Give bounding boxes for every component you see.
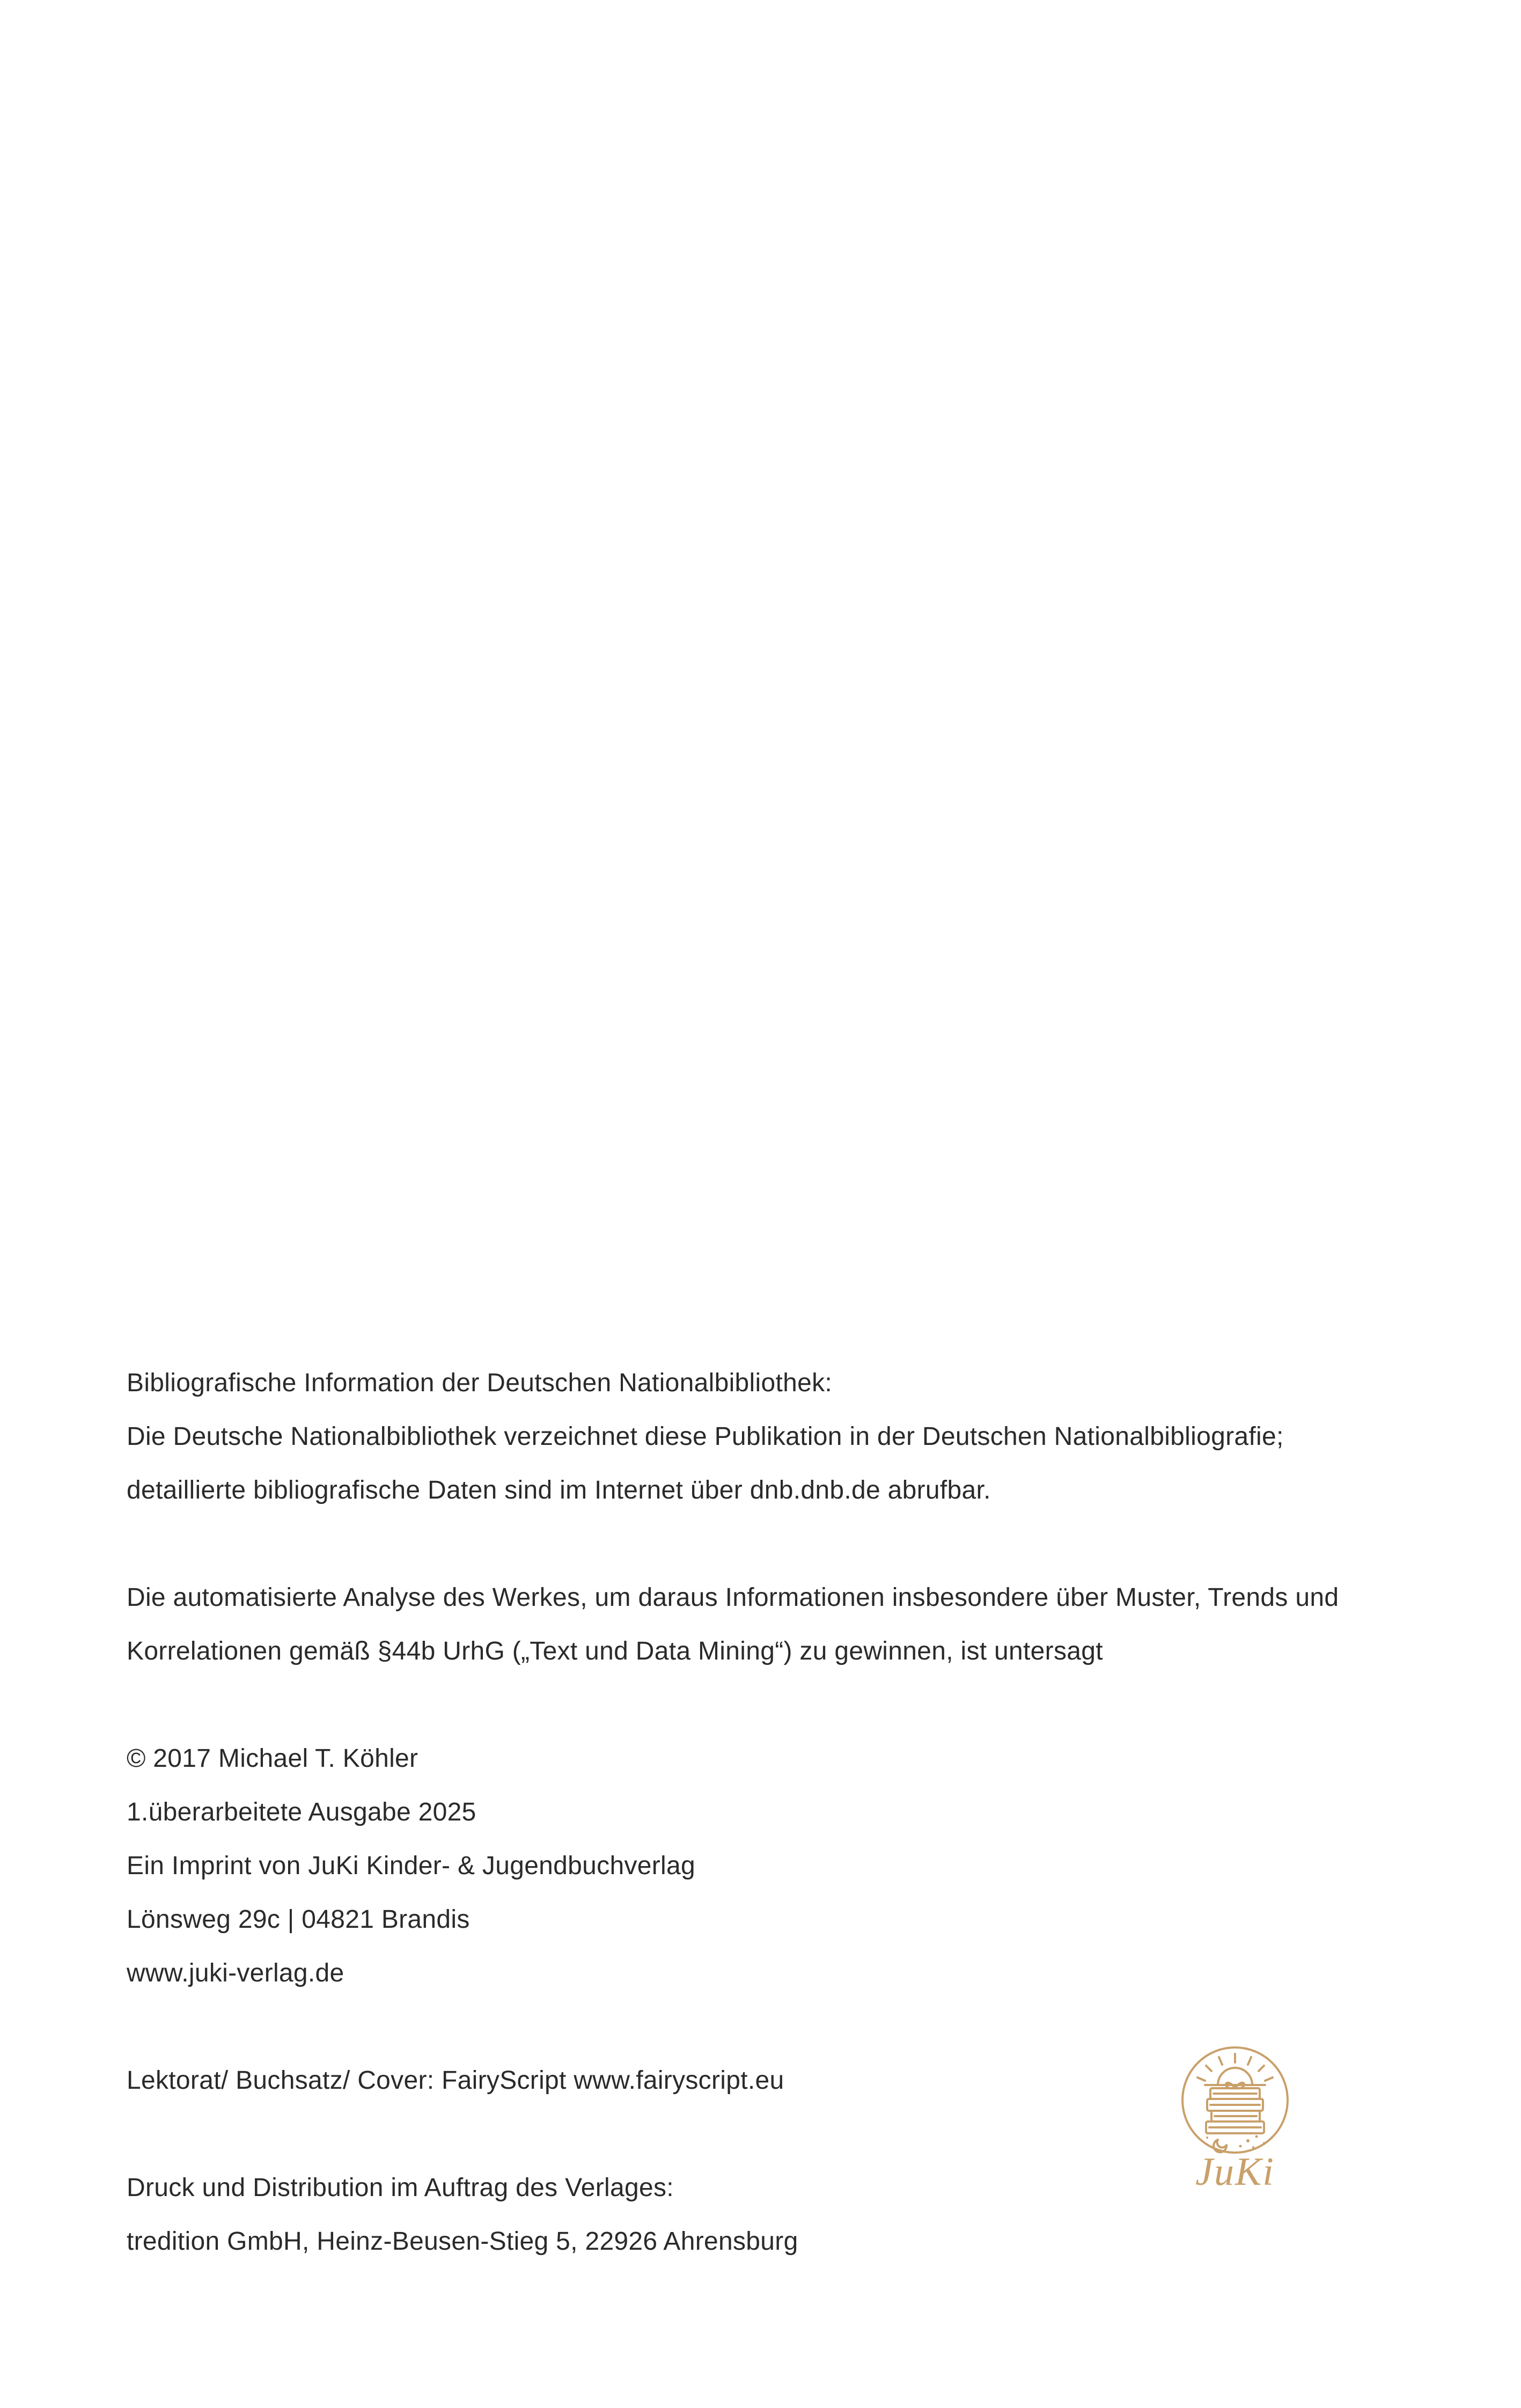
- imprint-line: Ein Imprint von JuKi Kinder- & Jugendbuchverlag: [127, 1852, 695, 1880]
- dnb-text-line-1: Die Deutsche Nationalbibliothek verzeichnet diese Publikation in der Deutschen Nationalbibliografie;: [127, 1422, 1284, 1451]
- spacer: [127, 1678, 1414, 1732]
- logo-wordmark: JuKi: [1195, 2150, 1275, 2194]
- publisher-website: www.juki-verlag.de: [127, 1959, 344, 1987]
- distribution-heading: Druck und Distribution im Auftrag des Verlages:: [127, 2174, 674, 2202]
- credits-line: Lektorat/ Buchsatz/ Cover: FairyScript www.fairyscript.eu: [127, 2066, 784, 2095]
- edition-line: 1.überarbeitete Ausgabe 2025: [127, 1798, 476, 1826]
- distribution-address: tredition GmbH, Heinz-Beusen-Stieg 5, 22926 Ahrensburg: [127, 2227, 798, 2256]
- juki-logo: [1173, 2043, 1297, 2193]
- address-line: Lönsweg 29c | 04821 Brandis: [127, 1905, 470, 1934]
- spacer: [127, 1517, 1414, 1571]
- tdm-notice-line-2: Korrelationen gemäß §44b UrhG („Text und Data Mining“) zu gewinnen, ist untersagt: [127, 1637, 1103, 1665]
- dnb-text-line-2: detaillierte bibliografische Daten sind im Internet über dnb.dnb.de abrufbar.: [127, 1476, 991, 1504]
- copyright-line: © 2017 Michael T. Köhler: [127, 1744, 418, 1773]
- dnb-heading: Bibliografische Information der Deutschen Nationalbibliothek:: [127, 1369, 833, 1397]
- tdm-notice-line-1: Die automatisierte Analyse des Werkes, um daraus Informationen insbesondere über Muster, Trends und: [127, 1583, 1339, 1612]
